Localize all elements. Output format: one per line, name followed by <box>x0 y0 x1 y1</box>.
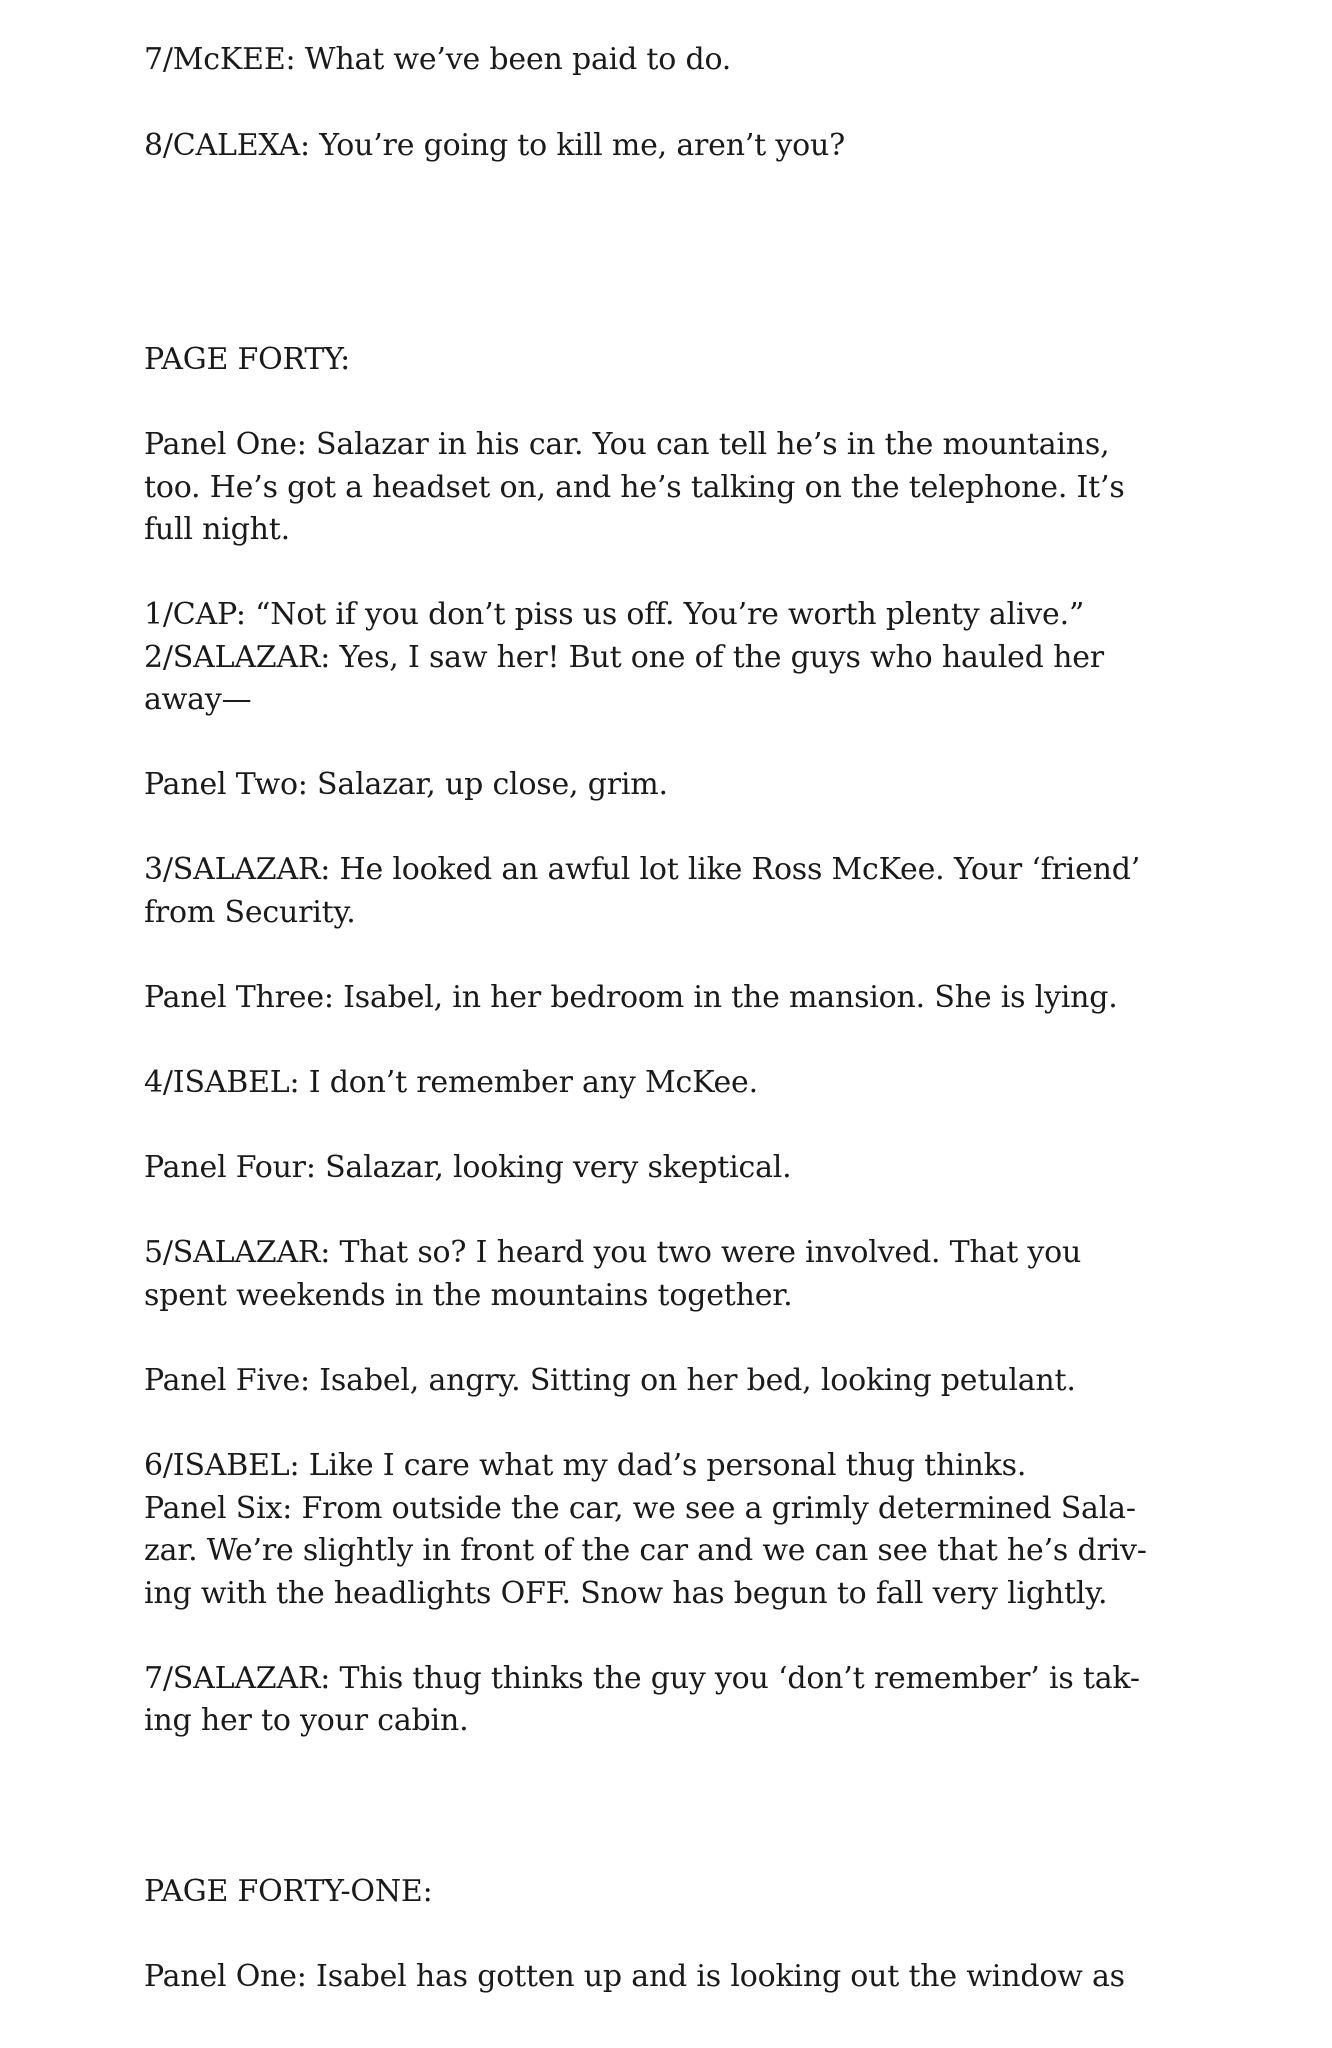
caption-line: 1/CAP: “Not if you don’t piss us off. You’re worth plenty alive.” <box>144 597 1085 632</box>
dialogue-line: 8/CALEXA: You’re going to kill me, aren’t you? <box>144 128 845 163</box>
dialogue-line: 6/ISABEL: Like I care what my dad’s personal thug thinks. <box>144 1448 1027 1483</box>
page-heading: PAGE FORTY: <box>144 342 350 377</box>
panel-description: Panel Two: Salazar, up close, grim. <box>144 767 668 802</box>
panel-description: too. He’s got a headset on, and he’s talking on the telephone. It’s <box>144 470 1125 505</box>
panel-description: Panel One: Salazar in his car. You can tell he’s in the mountains, <box>144 427 1110 462</box>
dialogue-line: 7/SALAZAR: This thug thinks the guy you ‘don’t remember’ is tak- <box>144 1661 1140 1696</box>
page-heading: PAGE FORTY-ONE: <box>144 1874 433 1909</box>
panel-description: Panel Three: Isabel, in her bedroom in the mansion. She is lying. <box>144 980 1118 1015</box>
panel-description: zar. We’re slightly in front of the car and we can see that he’s driv- <box>144 1533 1147 1568</box>
dialogue-line: 3/SALAZAR: He looked an awful lot like Ross McKee. Your ‘friend’ <box>144 852 1141 887</box>
panel-description: Panel Five: Isabel, angry. Sitting on her bed, looking petulant. <box>144 1363 1076 1398</box>
dialogue-line: ing her to your cabin. <box>144 1703 469 1738</box>
dialogue-line: 2/SALAZAR: Yes, I saw her! But one of the guys who hauled her <box>144 640 1104 675</box>
panel-description: Panel Six: From outside the car, we see a grimly determined Sala- <box>144 1491 1136 1526</box>
panel-description: full night. <box>144 512 290 547</box>
dialogue-line: 4/ISABEL: I don’t remember any McKee. <box>144 1065 758 1100</box>
panel-description: ing with the headlights OFF. Snow has begun to fall very lightly. <box>144 1576 1108 1611</box>
dialogue-line: away— <box>144 682 252 717</box>
dialogue-line: 5/SALAZAR: That so? I heard you two were involved. That you <box>144 1235 1082 1270</box>
panel-description: Panel Four: Salazar, looking very skeptical. <box>144 1150 792 1185</box>
dialogue-line: spent weekends in the mountains together. <box>144 1278 793 1313</box>
dialogue-line: 7/McKEE: What we’ve been paid to do. <box>144 42 732 77</box>
panel-description: Panel One: Isabel has gotten up and is looking out the window as <box>144 1959 1125 1994</box>
dialogue-line: from Security. <box>144 895 356 930</box>
